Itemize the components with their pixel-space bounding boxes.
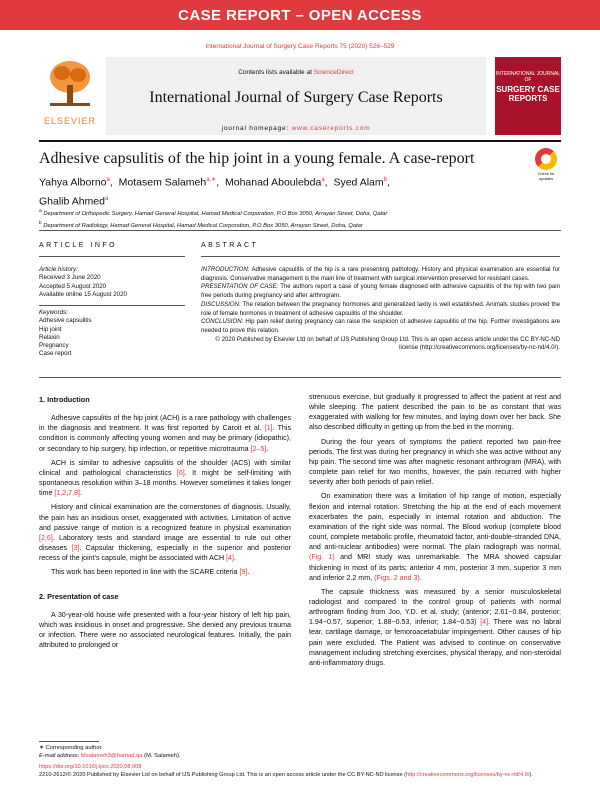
email-line xyxy=(39,752,181,760)
author-name: Mohanad Aboulebda xyxy=(224,176,322,189)
body-paragraph xyxy=(39,458,291,499)
crossmark-badge[interactable] xyxy=(532,148,560,184)
abstract-label: CONCLUSION: xyxy=(201,318,244,326)
text-run: . This condition is commonly affecting young women and may be primary (idiopathic), or secondary to hip surgery, hip infection, or repetitive microtrauma xyxy=(39,424,291,453)
journal-citation[interactable]: International Journal of Surgery Case Reports 75 (2020) 526–529 xyxy=(205,43,395,50)
contents-prefix: Contents lists available at xyxy=(238,69,314,76)
section-heading-introduction: 1. Introduction xyxy=(39,395,90,404)
author-name: Syed Alam xyxy=(333,176,384,189)
text-run: ACH is similar to adhesive capsulitis of the shoulder (ACS) with similar clinical and pathological characteristics xyxy=(39,458,291,477)
abstract-conclusion xyxy=(201,318,560,335)
reference-link[interactable]: [6] xyxy=(176,468,185,477)
keyword-item: Hip joint xyxy=(39,325,62,333)
case-report-banner xyxy=(0,0,600,30)
cover-line1: INTERNATIONAL JOURNAL OF xyxy=(495,71,561,83)
figure-link[interactable]: (Fig. 1) xyxy=(309,553,335,562)
text-run: On examination there was a limitation of hip range of motion, especially flexion and internal rotation. Stretching the hip at the end of each movement exacerbates the pain, especially in internal rotation and abduction. The examination of the right side was normal. The Blood workup (complete blood count, complete metabolic profile, rheumatoid factor, anti-double-stranded DNA, and anti-nuclear antibodies) were normal. The plain radiograph was normal, xyxy=(309,492,561,552)
author-name: Ghalib Ahmed xyxy=(39,195,105,207)
keyword-item: Case report xyxy=(39,350,72,358)
article-info-heading: ARTICLE INFO xyxy=(39,242,118,249)
reference-link[interactable]: [2–5] xyxy=(250,444,267,453)
elsevier-tree-icon xyxy=(44,57,96,109)
text-run: and MRI study was unremarkable. The MRA showed capsular thickening in most of its parts; anterior 4 mm, posterior 3 mm, superior 3 mm and inferior 2.2 mm, xyxy=(309,553,561,582)
footnote xyxy=(39,744,181,760)
abstract-rule-top xyxy=(201,256,560,257)
reference-link[interactable]: [1,2,7,8] xyxy=(54,489,81,498)
affiliation-text: Department of Radiology, Hamad General Hospital, Hamad Medical Corporation, P.O Box 3050, Arrayan Street, Doha, Qatar xyxy=(43,222,363,229)
header-divider xyxy=(39,140,561,142)
body-paragraph xyxy=(309,587,561,668)
abstract-divider xyxy=(39,377,561,378)
cover-line2: SURGERY CASE REPORTS xyxy=(496,85,560,103)
text-run: . xyxy=(233,554,236,563)
right-column xyxy=(309,392,561,672)
abstract-label: PRESENTATION OF CASE: xyxy=(201,283,279,291)
text-run: . Capsular thickening, especially in the superior and posterior recess of the joint's capsule, might be associated with ACH xyxy=(39,544,291,563)
author-name: Motasem Salameh xyxy=(118,176,207,189)
body-paragraph: A 30-year-old house wife presented with a four-year history of left hip pain, which was insidious in onset and progressive. She denied any previous trauma or infection. There were no associated neurological features. Initially, the pain attributed to prolonged or xyxy=(39,610,291,650)
reference-link[interactable]: [2,6] xyxy=(39,533,53,542)
text-run: This work has been reported in line with the SCARE criteria xyxy=(51,568,240,577)
available-date: Available online 15 August 2020 xyxy=(39,290,127,298)
journal-title: International Journal of Surgery Case Reports xyxy=(149,89,443,106)
license-text-end: ). xyxy=(529,771,533,778)
body-paragraph: During the four years of symptoms the patient reported two pain-free periods. The first was during her pregnancy in which she was active without any hip pain. The second time was after magnetic resonant arthrogram (MRA), with complete pain relief for two months, however, the pain recurred with higher severity after both periods of pain relief. xyxy=(309,437,561,487)
abstract-intro xyxy=(201,266,560,283)
reference-link[interactable]: [9] xyxy=(239,568,248,577)
section-heading-presentation: 2. Presentation of case xyxy=(39,591,119,601)
body-paragraph: strenuous exercise, but gradually it progressed to affect the patient at rest and while sleeping. The patient described the pain to be as constant that was exaggerated with walking for few minutes, and laying down over her back. She also described difficulty in getting up from the bed in the morning. xyxy=(309,393,561,432)
abstract-heading: ABSTRACT xyxy=(201,242,259,249)
author-list: Yahya Alborno$^a$, Motasem Salameh$^{a,∗}$, Mohanad Aboulebda$^a$, Syed Alam$^b$, Ghalib Ahmed$^a$ xyxy=(39,176,390,207)
license-link[interactable]: http://creativecommons.org/licenses/by-nc-nd/4.0/ xyxy=(406,771,530,778)
affiliation-item xyxy=(39,207,387,219)
author-sup: a xyxy=(106,177,110,183)
text-run: . xyxy=(419,573,422,582)
body-paragraph xyxy=(39,413,291,454)
affiliation-sup: a xyxy=(39,209,42,214)
footnote-divider xyxy=(39,741,99,742)
body-paragraph xyxy=(39,567,291,577)
keyword-item: Pregnancy xyxy=(39,342,69,350)
text-run: . xyxy=(247,568,250,577)
text-run: . xyxy=(80,489,82,498)
reference-link[interactable]: [1] xyxy=(264,424,273,433)
homepage-link[interactable]: www.casereports.com xyxy=(291,125,371,132)
received-date: Received 3 June 2020 xyxy=(39,274,101,282)
text-run: Adhesive capsulitis of the hip joint (ACH) is a rare pathology with challenges in the diagnosis and treatment. It was first reported by Caroit et al. xyxy=(39,414,291,433)
crossmark-icon xyxy=(535,148,557,170)
abstract-text: Hip pain relief during pregnancy can raise the suspicion of adhesive capsulitis of the hip. Further investigations are needed to prove this relation. xyxy=(201,318,560,334)
email-suffix: (M. Salameh). xyxy=(142,753,181,759)
text-run: . There was no labral tear, cartilage damage, or femoroacetabular impingement. Other causes of hip pain were excluded. The Patient was advised to continue on conservative management including stretching exercises, physical therapy, and non-steroidal anti-inflammatory drugs. xyxy=(309,618,561,667)
journal-cover-thumbnail[interactable] xyxy=(495,57,561,135)
text-run: . Laboratory tests and standard image are essential to rule out other diseases xyxy=(39,533,291,553)
crossmark-label: Check for updates xyxy=(537,171,555,181)
elsevier-logo[interactable] xyxy=(39,57,101,135)
text-run: . It might be self-limiting with spontaneous resolution within 3–18 months. However sometimes it takes longer time xyxy=(39,468,291,498)
author-sup: b xyxy=(383,177,387,183)
history-label: Article history: xyxy=(39,266,78,273)
reference-link[interactable]: [3] xyxy=(71,544,80,553)
abstract-copyright: © 2020 Published by Elsevier Ltd on behalf of IJS Publishing Group Ltd. This is an open access article under the CC BY-NC-ND license (http://creativecommons.org/licenses/by-nc-nd/4.0/). xyxy=(215,335,560,352)
abstract-text: The authors report a case of young female diagnosed with adhesive capsulitis of the hip with two pain free periods during pregnancy and after arthrogram. xyxy=(201,283,560,300)
abstract-label: DISCUSSION: xyxy=(201,300,241,308)
author-name: Yahya Alborno xyxy=(39,176,107,189)
affiliation-divider xyxy=(39,230,561,231)
journal-masthead xyxy=(106,57,486,135)
reference-link[interactable]: [4] xyxy=(480,618,489,627)
text-run: History and clinical examination are the cornerstones of diagnosis. Usually, the pain has an insidious onset, exaggerated with activities. Limitation of active and passive range of motion is a recognized feature in physical examination xyxy=(39,503,291,532)
reference-link[interactable]: [4] xyxy=(226,554,234,563)
author-sup: a,∗ xyxy=(206,177,217,183)
author-sup: a xyxy=(321,177,325,183)
body-paragraph xyxy=(39,502,291,563)
keyword-item: Adhesive capsulitis xyxy=(39,317,92,325)
license-text: 2210-2612/© 2020 Published by Elsevier Ltd on behalf of IJS Publishing Group Ltd. This is an open access article under the CC BY-NC-ND license ( xyxy=(39,771,406,778)
left-column xyxy=(39,395,291,654)
figure-link[interactable]: (Figs. 2 and 3) xyxy=(374,573,420,582)
email-link[interactable]: Msalameh3@hamad.qa xyxy=(80,753,143,759)
page-footer xyxy=(39,764,561,779)
license-line xyxy=(39,772,561,780)
contents-line xyxy=(106,69,486,76)
text-run: The capsule thickness was measured by a senior musculoskeletal radiologist and compared to the control group of patients with normal arthrogram finding from Joo, Y.D. et al. study; (anterior; 2.61−0.84, posterior; 1.94−0.57, superior; 1.88−0.53, inferior; 1.84−0.53) xyxy=(309,587,561,627)
corresponding-author-note: ∗ Corresponding author. xyxy=(39,745,103,751)
abstract-body xyxy=(201,266,560,353)
body-paragraph xyxy=(309,491,561,582)
publisher-name: ELSEVIER xyxy=(43,116,97,126)
article-title: Adhesive capsulitis of the hip joint in a young female. A case-report xyxy=(39,150,475,167)
sciencedirect-link[interactable]: ScienceDirect xyxy=(313,69,354,76)
accepted-date: Accepted 5 August 2020 xyxy=(39,282,107,290)
affiliation-sup: b xyxy=(39,220,42,226)
text-run: . xyxy=(266,444,269,453)
banner-text: CASE REPORT – OPEN ACCESS xyxy=(178,6,422,24)
affiliation-text: Department of Orthopedic Surgery, Hamad General Hospital, Hamad Medical Corporation, P.O Box 3050, Arrayan Street, Doha, Qatar xyxy=(43,210,388,217)
email-label: E-mail address: xyxy=(39,753,81,759)
affiliations xyxy=(39,207,387,231)
abstract-discussion xyxy=(201,301,560,318)
doi-link[interactable]: https://doi.org/10.1016/j.ijscr.2020.08.008 xyxy=(39,764,142,770)
article-history xyxy=(39,266,185,299)
keywords-block xyxy=(39,309,185,359)
keywords-label: Keywords: xyxy=(39,309,68,316)
homepage-line xyxy=(106,125,486,132)
homepage-prefix: journal homepage: xyxy=(221,125,292,132)
keyword-item: Relaxin xyxy=(39,333,60,341)
author-sup: a xyxy=(104,195,109,202)
abstract-text: Adhesive capsulitis of the hip is a rare presenting pathology. History and physical examination are essential for diagnosis. Conservative management is the main line of treatment with surgical intervention preserved for resistant cases. xyxy=(201,266,560,282)
abstract-label: INTRODUCTION: xyxy=(201,266,250,273)
info-rule-top xyxy=(39,256,185,257)
info-rule-mid xyxy=(39,305,185,306)
abstract-presentation xyxy=(201,283,560,300)
abstract-text: The relation between the pregnancy hormones and generalized laxity is well established. Animals studies proved the role of female hormones in treatment of adhesive capsulitis of the shoulder. xyxy=(201,300,560,317)
journal-header xyxy=(39,57,561,135)
